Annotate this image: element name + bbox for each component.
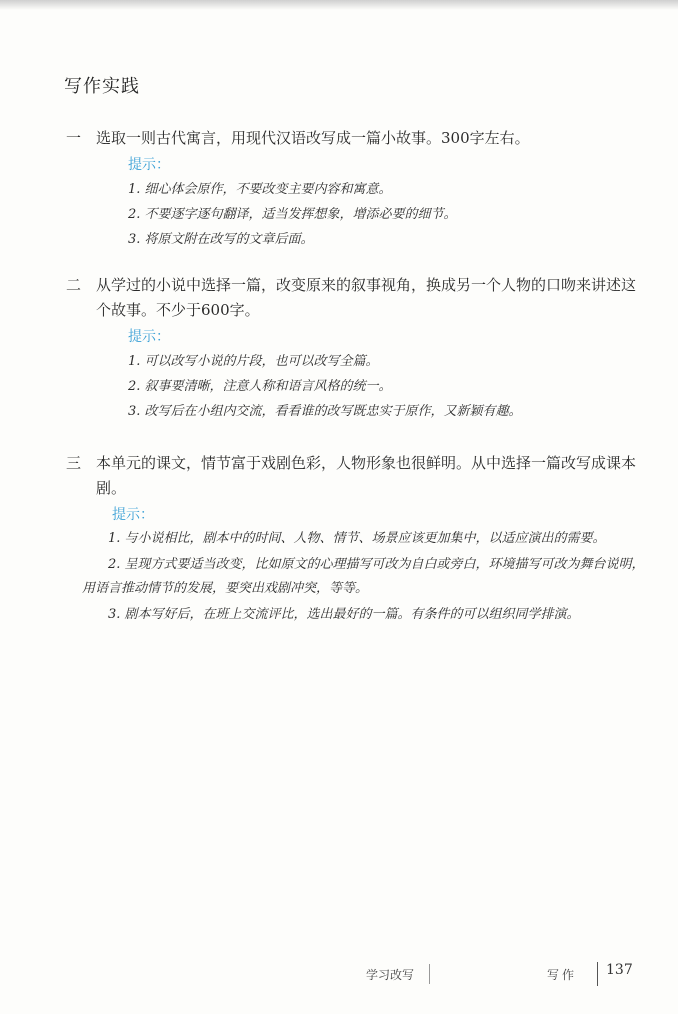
task-2-hint-3: 3. 改写后在小组内交流，看看谁的改写既忠实于原作，又新颖有趣。	[128, 404, 522, 419]
footer-divider	[429, 964, 430, 984]
task-2-hint-1: 1. 可以改写小说的片段，也可以改写全篇。	[128, 354, 379, 369]
task-1-hint-list	[66, 177, 646, 252]
task-2-hint-label: 提示：	[128, 329, 170, 345]
task-3-number: 三	[66, 454, 82, 472]
task-1-number: 一	[66, 129, 82, 147]
section-title: 写作实践	[64, 76, 140, 97]
footer-unit-label: 写作	[547, 968, 578, 982]
page-footer	[0, 962, 678, 990]
task-2	[66, 273, 646, 424]
task-1-hint-1: 1. 细心体会原作，不要改变主要内容和寓意。	[128, 182, 392, 197]
task-3	[66, 451, 646, 629]
task-2-hint-list	[66, 349, 646, 424]
footer-section-label: 学习改写	[366, 968, 415, 982]
task-1-text: 选取一则古代寓言，用现代汉语改写成一篇小故事。300字左右。	[96, 129, 530, 147]
task-1	[66, 126, 646, 252]
task-3-hint-2: 2. 呈现方式要适当改变，比如原文的心理描写可改为自白或旁白，环境描写可改为舞台说明，用语言推动情节的发展，要突出戏剧冲突，等等。	[82, 557, 645, 596]
task-1-hint-2: 2. 不要逐字逐句翻译，适当发挥想象，增添必要的细节。	[128, 207, 457, 222]
footer-page-divider	[597, 962, 598, 986]
page-number: 137	[606, 962, 633, 978]
task-3-hint-1: 1. 与小说相比，剧本中的时间、人物、情节、场景应该更加集中，以适应演出的需要。	[108, 531, 606, 546]
task-2-text: 从学过的小说中选择一篇，改变原来的叙事视角，换成另一个人物的口吻来讲述这个故事。不少于600字。	[96, 276, 637, 319]
task-2-hint-2: 2. 叙事要清晰，注意人称和语言风格的统一。	[128, 379, 392, 394]
task-3-text: 本单元的课文，情节富于戏剧色彩，人物形象也很鲜明。从中选择一篇改写成课本剧。	[96, 454, 637, 497]
task-2-heading	[66, 273, 646, 323]
page-top-shadow	[0, 0, 678, 10]
task-2-number: 二	[66, 276, 82, 294]
task-3-hint-3: 3. 剧本写好后，在班上交流评比，选出最好的一篇。有条件的可以组织同学排演。	[108, 607, 580, 622]
task-3-heading	[66, 451, 646, 501]
task-1-heading	[66, 126, 646, 151]
task-1-hint-label: 提示：	[128, 157, 170, 173]
task-1-hint-3: 3. 将原文附在改写的文章后面。	[128, 232, 314, 247]
task-3-hint-label: 提示：	[112, 507, 154, 523]
